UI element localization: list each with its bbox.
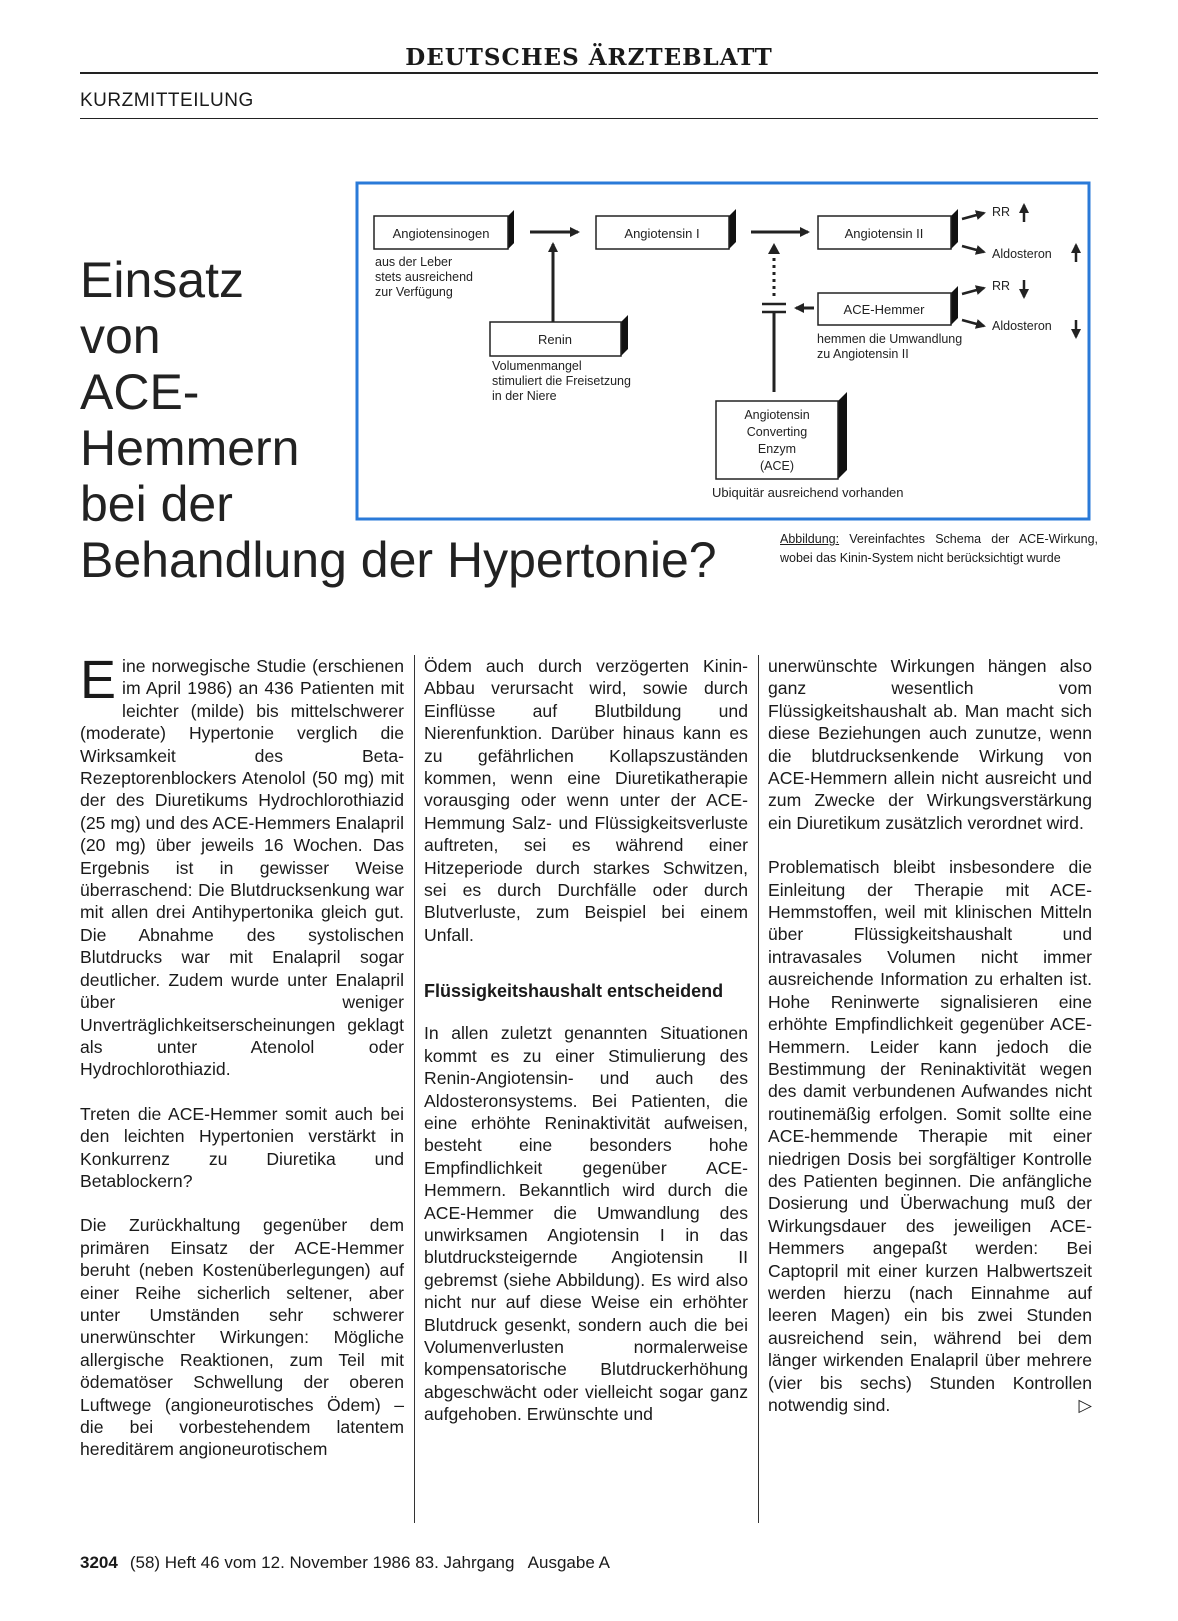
paragraph bbox=[768, 856, 1092, 1416]
arrow-up-icon bbox=[768, 243, 780, 254]
caption-label: Abbildung: bbox=[780, 532, 840, 546]
note-angiotensinogen: aus der Leber bbox=[375, 255, 453, 269]
continue-icon: ▷ bbox=[1078, 1395, 1092, 1415]
column-1 bbox=[80, 650, 404, 1483]
label-ace-hemmer: ACE-Hemmer bbox=[843, 302, 925, 317]
caption-text: Vereinfachtes Schema der ACE-Wirkung, wobei das Kinin-System nicht berücksichtigt wurde bbox=[780, 532, 1099, 565]
label-rr: RR bbox=[992, 279, 1011, 293]
note-renin: Volumenmangel bbox=[492, 359, 582, 373]
page-footer bbox=[80, 1553, 610, 1573]
note-angiotensinogen: stets ausreichend bbox=[375, 270, 473, 284]
label-aldosteron: Aldosteron bbox=[992, 319, 1052, 333]
box-angiotensin-1 bbox=[596, 209, 736, 249]
label-ace-enzyme: (ACE) bbox=[759, 459, 795, 473]
paragraph: Ödem auch durch verzögerten Kinin-Abbau verursacht wird, sowie durch Einflüsse auf Blutbildung und Nierenfunktion. Darüber hinaus kann es zu gefährlichen Kollapszuständen kommen, wenn eine Diuretikatherapie vorausging oder wenn unter der ACE-Hemmung Salz- und Flüssigkeitsverluste auftreten, sei es während einer Hitzeperiode durch starkes Schwitzen, sei es durch Durchfälle oder durch Blutverluste, zum Beispiel bei einem Unfall. bbox=[424, 656, 748, 945]
column-rule bbox=[758, 655, 759, 1523]
note-ace-hemmer: zu Angiotensin II bbox=[817, 347, 909, 361]
box-ace-hemmer bbox=[818, 286, 958, 325]
paragraph-text: ine norwegische Studie (erschienen im April 1986) an 436 Patienten mit leichter (milde) bis mittelschwerer (moderate) Hypertonie verglich die Wirksamkeit des Beta-Rezeptorenblockers Atenolol (50 mg) mit der des Diuretikums Hydrochlorothiazid (25 mg) und des ACE-Hemmers Enalapril (20 mg) über jeweils 16 Wochen. Das Ergebnis ist in gewisser Weise überraschend: Die Blutdrucksenkung war mit allen drei Antihypertonika gleich gut. Die Abnahme des systolischen Blutdrucks war mit Enalapril sogar deutlicher. Zudem wurde unter Enalapril über weniger Unverträglichkeitserscheinungen geklagt als unter Atenolol oder Hydrochlorothiazid. bbox=[80, 656, 404, 1080]
paragraph: Die Zurückhaltung gegenüber dem primären Einsatz der ACE-Hemmer beruht (neben Kostenüberlegungen) auf einer Reihe sicherlich seltener, aber unter Umständen sehr schwerer unerwünschter Wirkungen: Mögliche allergische Reaktionen, zum Teil mit ödematöser Schwellung der oberen Luftwege (angioneurotisches Ödem) – die bei vorbestehendem latentem hereditärem angioneurotischem bbox=[80, 1215, 404, 1460]
label-angiotensin-1: Angiotensin I bbox=[624, 226, 700, 241]
column-rule bbox=[414, 655, 415, 1523]
note-angiotensinogen: zur Verfügung bbox=[375, 285, 453, 299]
note-ace-enzyme: Ubiquitär ausreichend vorhanden bbox=[712, 485, 904, 500]
label-rr: RR bbox=[992, 205, 1011, 219]
paragraph-text: Problematisch bleibt insbesondere die Einleitung der Therapie mit ACE-Hemmstoffen, weil mit klinischen Mitteln über Flüssigkeitshaushalt und intravasales Volumen nicht immer ausreichende Information zu erhalten ist. Hohe Reninwerte signalisieren eine erhöhte Empfindlichkeit gegenüber ACE-Hemmern. Leider kann jedoch die Bestimmung der Reninaktivität wegen des damit verbundenen Aufwandes nicht routinemäßig erfolgen. Somit sollte eine ACE-hemmende Therapie mit einer niedrigen Dosis bei sorgfältiger Kontrolle des Patienten beginnen. Die anfängliche Dosierung und Überwachung muß der Wirkungsdauer des jeweiligen ACE-Hemmers angepaßt werden: Bei Captopril mit einer kurzen Halbwertszeit werden hierzu (nach Einnahme auf leeren Magen) ein bis zwei Stunden ausreichend sein, während bei dem länger wirkenden Enalapril über mehrere (vier bis sechs) Stunden Kontrollen notwendig sind. bbox=[768, 857, 1092, 1415]
note-ace-hemmer: hemmen die Umwandlung bbox=[817, 332, 963, 346]
label-aldosteron: Aldosteron bbox=[992, 247, 1052, 261]
masthead: DEUTSCHES ÄRZTEBLATT bbox=[405, 44, 773, 71]
label-ace-enzyme: Converting bbox=[746, 425, 808, 439]
paragraph: Treten die ACE-Hemmer somit auch bei den leichten Hypertonien verstärkt in Konkurrenz zu Diuretika und Betablockern? bbox=[80, 1103, 404, 1191]
figure-caption bbox=[780, 530, 1098, 568]
title-line: Behandlung der Hypertonie? bbox=[80, 532, 717, 588]
ace-diagram bbox=[0, 0, 1178, 530]
drop-cap: E bbox=[80, 650, 117, 710]
label-angiotensinogen: Angiotensinogen bbox=[392, 226, 490, 241]
box-angiotensinogen bbox=[374, 210, 514, 249]
box-angiotensin-2 bbox=[818, 209, 958, 249]
arrow-icon bbox=[962, 288, 984, 294]
note-renin: in der Niere bbox=[492, 389, 557, 403]
title-line: Hemmern bbox=[80, 420, 300, 476]
paragraph bbox=[80, 650, 404, 1081]
title-line: Einsatz bbox=[80, 252, 244, 308]
issue-info: (58) Heft 46 vom 12. November 1986 83. Jahrgang Ausgabe A bbox=[129, 1553, 610, 1572]
arrow-icon bbox=[962, 246, 984, 252]
paragraph: unerwünschte Wirkungen hängen also ganz wesentlich vom Flüssigkeitshaushalt ab. Man macht sich diese Beziehungen auch zunutze, wenn die blutdrucksenkende Wirkung von ACE-Hemmern allein nicht ausreicht und zum Zwecke der Wirkungsverstärkung ein Diuretikum zusätzlich verordnet wird. bbox=[768, 656, 1092, 833]
page-number: 3204 bbox=[80, 1553, 118, 1572]
title-line: bei der bbox=[80, 476, 233, 532]
column-2 bbox=[424, 655, 748, 1448]
label-angiotensin-2: Angiotensin II bbox=[844, 226, 924, 241]
label-ace-enzyme: Enzym bbox=[757, 442, 797, 456]
arrow-icon bbox=[962, 213, 984, 219]
box-renin bbox=[490, 315, 628, 356]
arrow-icon bbox=[962, 320, 984, 326]
box-ace-enzyme bbox=[716, 392, 847, 479]
title-line: ACE- bbox=[80, 364, 200, 420]
label-renin: Renin bbox=[538, 332, 572, 347]
section-label: KURZMITTEILUNG bbox=[80, 90, 254, 111]
column-3 bbox=[768, 655, 1092, 1438]
note-renin: stimuliert die Freisetzung bbox=[492, 374, 631, 388]
label-ace-enzyme: Angiotensin bbox=[744, 408, 810, 422]
title-line: von bbox=[80, 308, 161, 364]
paragraph: In allen zuletzt genannten Situationen kommt es zu einer Stimulierung des Renin-Angiotensin- und auch des Aldosteronsystems. Bei Patienten, die eine erhöhte Reninaktivität aufweisen, besteht eine besonders hohe Empfindlichkeit gegenüber ACE-Hemmern. Bekanntlich wird durch die ACE-Hemmer die Umwandlung des unwirksamen Angiotensin I in das blutdrucksteigernde Angiotensin II gebremst (siehe Abbildung). Es wird also nicht nur auf diese Weise ein erhöhter Blutdruck gesenkt, sondern auch die bei Volumenverlusten normalerweise kompensatorische Blutdruckerhöhung abgeschwächt oder vielleicht sogar ganz aufgehoben. Erwünschte und bbox=[424, 1023, 748, 1425]
section-heading: Flüssigkeitshaushalt entscheidend bbox=[424, 981, 724, 1002]
